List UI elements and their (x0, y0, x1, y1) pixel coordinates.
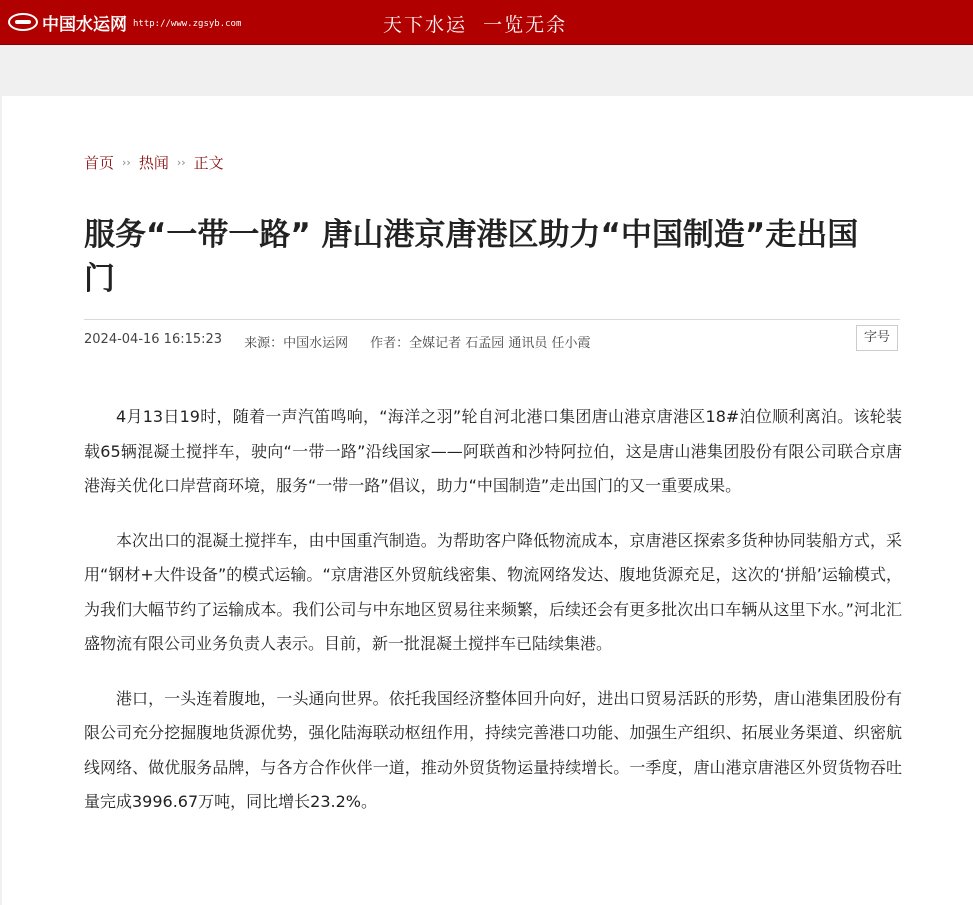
article-body (84, 400, 902, 840)
breadcrumb-current[interactable]: 正文 (193, 154, 224, 172)
site-slogan: 天下水运 一览无余 (383, 14, 568, 36)
site-logo[interactable] (8, 9, 241, 35)
article-title: 服务“一带一路” 唐山港京唐港区助力“中国制造”走出国门 (84, 217, 859, 297)
article-meta (84, 332, 613, 351)
article-source: 来源：中国水运网 (244, 336, 349, 351)
breadcrumb-news[interactable]: 热闻 (138, 154, 169, 172)
site-header (0, 0, 973, 45)
meta-divider (84, 319, 900, 320)
logo-url: http://www.zgsyb.com (133, 19, 242, 29)
article-author: 作者：全媒记者 石孟园 通讯员 任小霞 (370, 336, 591, 351)
breadcrumb-home[interactable]: 首页 (84, 154, 115, 172)
article-datetime: 2024-04-16 16:15:23 (84, 332, 223, 347)
breadcrumb-separator: ›› (122, 156, 131, 169)
breadcrumb (84, 152, 224, 173)
logo-icon (8, 13, 38, 31)
article-paragraph: 4月13日19时，随着一声汽笛鸣响，“海洋之羽”轮自河北港口集团唐山港京唐港区18#泊位顺利离泊。该轮装载65辆混凝土搅拌车，驶向“一带一路”沿线国家——阿联酋和沙特阿拉伯，这是唐山港集团股份有限公司联合京唐港海关优化口岸营商环境，服务“一带一路”倡议，助力“中国制造”走出国门的又一重要成果。 (84, 407, 902, 495)
logo-name: 中国水运网 (42, 14, 127, 35)
article-paragraph: 港口，一头连着腹地，一头通向世界。依托我国经济整体回升向好，进出口贸易活跃的形势，唐山港集团股份有限公司充分挖掘腹地货源优势，强化陆海联动枢纽作用，持续完善港口功能、加强生产组织、拓展业务渠道、织密航线网络、做优服务品牌，与各方合作伙伴一道，推动外贸货物运量持续增长。一季度，唐山港京唐港区外贸货物吞吐量完成3996.67万吨，同比增长23.2%。 (84, 688, 902, 811)
font-size-button[interactable]: 字号 (856, 325, 898, 351)
breadcrumb-separator: ›› (176, 156, 186, 169)
article-paragraph: 本次出口的混凝土搅拌车，由中国重汽制造。为帮助客户降低物流成本，京唐港区探索多货种协同装船方式，采用“钢材+大件设备”的模式运输。“京唐港区外贸航线密集、物流网络发达、腹地货源充足，这次的‘拼船’运输模式，为我们大幅节约了运输成本。我们公司与中东地区贸易往来频繁，后续还会有更多批次出口车辆从这里下水。”河北汇盛物流有限公司业务负责人表示。目前，新一批混凝土搅拌车已陆续集港。 (84, 530, 902, 653)
